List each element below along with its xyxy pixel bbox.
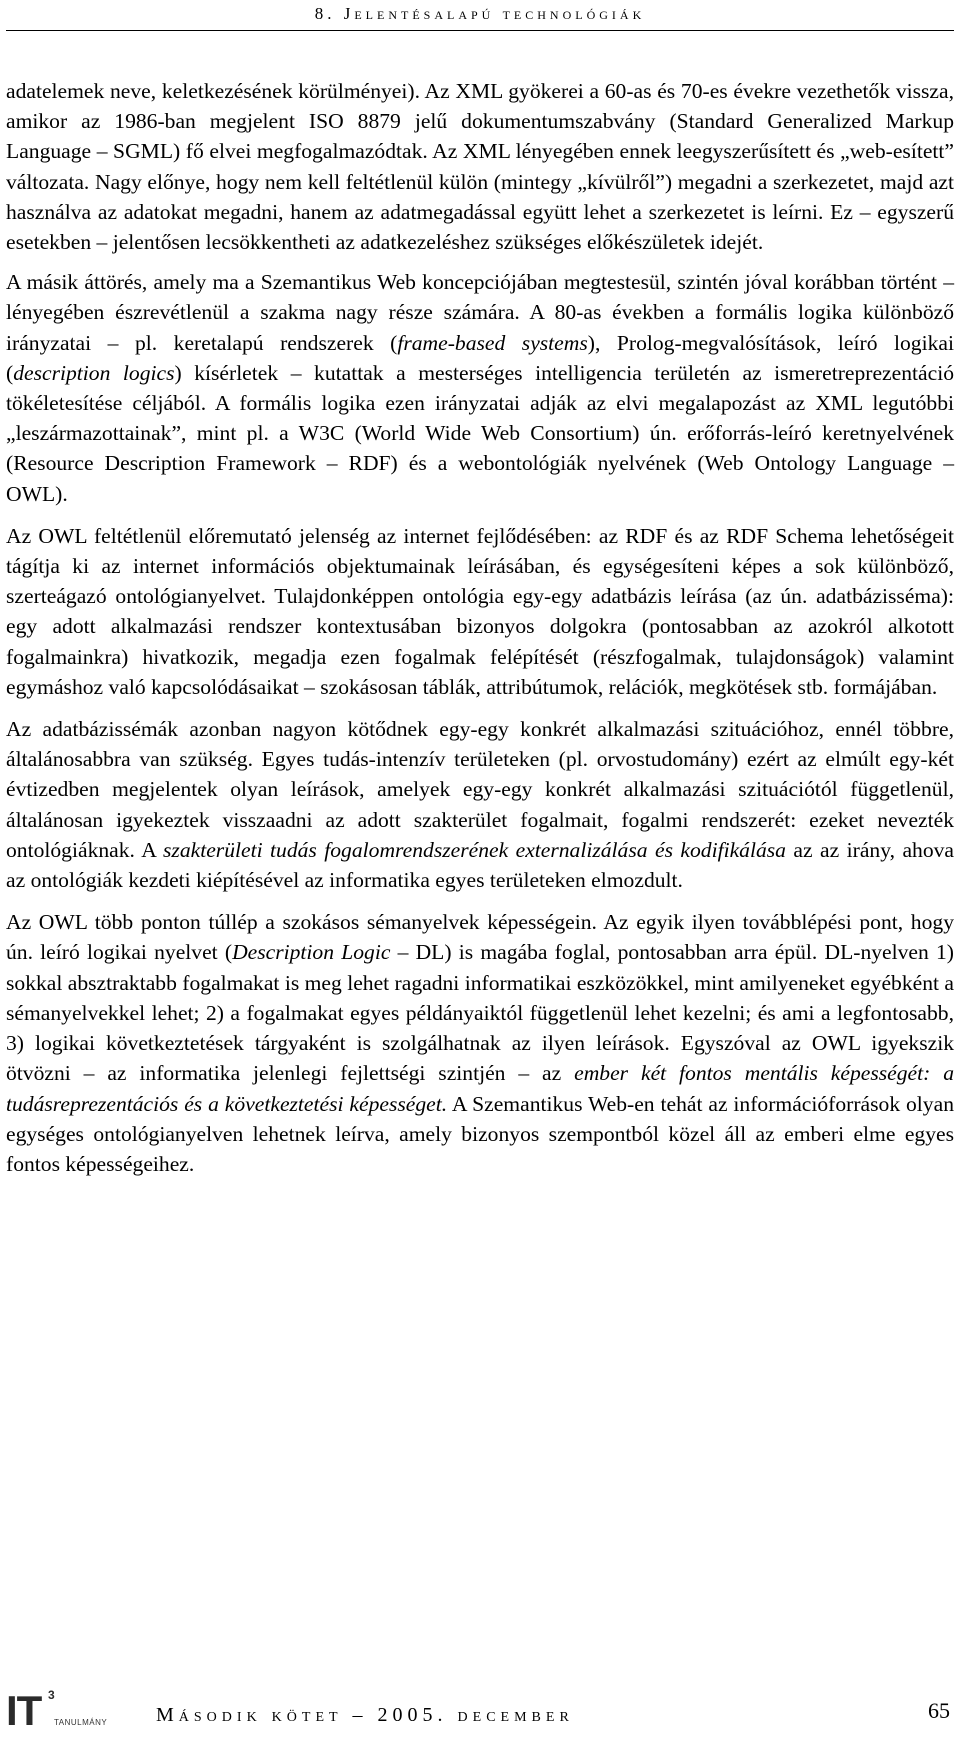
paragraph-3: Az OWL feltétlenül előremutató jelenség az internet fejlődésében: az RDF és az RDF Schema lehetőségeit tágítja ki az internet információs objektumainak leírásában, és egységesíteni képes a sok különböző, szerteágazó ontológianyelvet. Tulajdonképpen ontológia egy-egy adatbázis leírása (az ún. adatbázisséma): egy adott alkalmazási rendszer kontextusában bizonyos dolgokra (pontosabban az azokról alkotott fogalmainkra) hivatkozik, megadja ezen fogalmak felépítését (részfogalmak, tulajdonságok) valamint egymáshoz való kapcsolódásaikat – szokásosan táblák, attribútumok, relációk, megkötések stb. formájában. — [6, 523, 954, 699]
page-number: 65 — [928, 1698, 950, 1723]
logo-superscript: 3 — [48, 1688, 55, 1702]
running-header — [6, 0, 954, 31]
paragraph-1: adatelemek neve, keletkezésének körülményei). Az XML gyökerei a 60-as és 70-es évekre vezethetők vissza, amikor az 1986-ban megjelent ISO 8879 jelű dokumentumszabvány (Standard Generalized Markup Language – SGML) fő elvei megfogalmazódtak. Az XML lényegében ennek leegyszerűsített és „web-esített” változata. Nagy előnye, hogy nem kell feltétlenül külön (mintegy „kívülről”) megadni a szerkezetet, majd azt használva az adatokat megadni, hanem az adatmegadással együtt lehet a szerkezetet is leírni. Ez – egyszerű esetekben – jelentősen lecsökkentheti az adatkezeléshez szükséges előkészületek idejét. — [6, 79, 954, 255]
paragraph-4 — [6, 714, 954, 895]
page-footer — [6, 1680, 954, 1740]
paragraph-2-text-b: ), Prolog-megvalósítások, leíró logikai ( — [6, 330, 954, 385]
paragraph-5-italic-1: Description Logic — [232, 940, 391, 965]
paragraph-5-italic-2: ember két fontos mentális képességét: a tudásreprezentációs és a következtetési képességet. — [6, 1061, 954, 1116]
page-body — [6, 76, 954, 1191]
paragraph-5-text-a: Az OWL több ponton túllép a szokásos sémanyelvek képességein. Az egyik ilyen továbblépési pont, hogy ún. leíró logikai nyelvet ( — [6, 910, 954, 965]
logo-mark: IT — [6, 1687, 42, 1734]
paragraph-4-text-a: Az adatbázissémák azonban nagyon kötődnek egy-egy konkrét alkalmazási szituációhoz, ennél többre, általánosabbra van szükség. Egyes tudás-intenzív területeken (pl. orvostudomány) ezért az elmúlt egy-két évtizedben megjelentek olyan leírások, amelyek egy-egy konkrét alkalmazási szituációtól függetlenül, általánosan igyekeztek visszaadni az adott szakterület fogalmait, fogalmi rendszerét: ezeket nevezték ontológiáknak. A — [6, 717, 954, 862]
paragraph-5 — [6, 907, 954, 1179]
paragraph-5-text-c: A Szemantikus Web-en tehát az információforrások olyan egységes ontológianyelven lehetnek leírva, amely bizonyos szempontból közel áll az emberi elme egyes fontos képességeihez. — [6, 1091, 954, 1176]
paragraph-2 — [6, 267, 954, 509]
paragraph-2-text-c: ) kísérletek – kutattak a mesterséges intelligencia területén az ismeretreprezentáció tökéletesítése céljából. A formális logika ezen irányzatai adják az elvi megalapozást az XML legutóbbi „leszármazottainak”, mint pl. a W3C (World Wide Web Consortium) ún. erőforrás-leíró keretnyelvének (Resource Description Framework – RDF) és a webontológiák nyelvének (Web Ontology Language – OWL). — [6, 360, 954, 506]
paragraph-4-italic: szakterületi tudás fogalomrendszerének externalizálása és kodifikálása — [163, 837, 786, 862]
footer-series: Második kötet – 2005. december — [156, 1704, 574, 1726]
it3-logo — [6, 1688, 146, 1740]
paragraph-2-text-a: A másik áttörés, amely ma a Szemantikus Web koncepciójában megtestesül, szintén jóval korábban történt – lényegében észrevétlenül a szakma nagy része számára. A 80-as években a formális logika különböző irányzatai – pl. keretalapú rendszerek ( — [6, 270, 954, 355]
paragraph-2-italic-2: description logics — [13, 360, 175, 385]
paragraph-4-text-b: az az irány, ahova az ontológiák kezdeti kiépítésével az informatika egyes területeken elmozdult. — [6, 837, 955, 893]
running-title: 8. Jelentésalapú technológiák — [314, 4, 646, 23]
paragraph-2-italic-1: frame-based systems — [397, 330, 588, 355]
paragraph-5-text-b: – DL) is magába foglal, pontosabban arra épül. DL-nyelven 1) sokkal absztraktabb fogalmakat is meg lehet ragadni informatikai eszközökkel, mint amilyeneket egyébként a sémanyelvekkel lehet; 2) a fogalmakat egyes példányaiktól függetlenül lehet kezelni; és ami a legfontosabb, 3) logikai következtetések tárgyaként is szolgálhatnak az ilyen leírások. Egyszóval az OWL igyekszik ötvözni – az informatika jelenlegi fejlettségi szintjén – az — [6, 940, 954, 1086]
logo-text: TANULMÁNY — [54, 1718, 108, 1727]
